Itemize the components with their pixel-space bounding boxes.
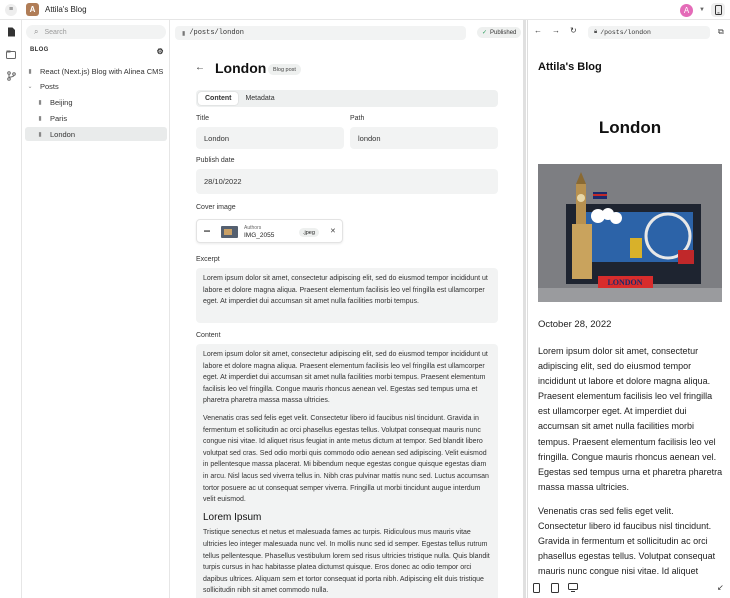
app-logo[interactable]: A [26,3,39,16]
preview-date: October 28, 2022 [538,319,612,330]
panel-resize-handle[interactable] [523,20,526,598]
excerpt-textarea[interactable] [196,268,498,323]
content-paragraph: Lorem ipsum dolor sit amet, consectetur adipiscing elit, sed do eiusmod tempor incididunt ut labore et dolore magna aliqua. Praesent elementum facilisis leo vel fringilla est ullamcorper eget. At imperdiet dui accumsan sit amet nulla facilities morbi tempus. Praesent elementum facilisis leo vel fringilla. Congue mauris rhoncus aenean vel. Egestas sed tempus urna et pharetra pharetra massa massa ultricies. [203,351,488,405]
content-paragraph: Tristique senectus et netus et malesuada fames ac turpis. Ridiculous mus mauris vitae ultricies leo integer malesuada nunc vel. In mollis nunc sed id semper. Egestas tellus rutrum tellus pellentesque. Phasellus vestibulum lorem sed risus ultricies tristique nulla. Quis blandit turpis cursus in hac habitasse platea dictumst quisque. Eros donec ac odio tempor orci dapibus ultrices. Aliquam sem et tortor consequat id porta nibh. Adipiscing elit duis tristique sollicitudin nibh sit amet commodo nulla. [203,529,490,595]
status-badge[interactable] [477,27,521,38]
sidebar-item-paris[interactable] [25,111,167,125]
device-toolbar [528,578,730,598]
drag-handle-icon[interactable]: ▬ [204,228,210,234]
preview-panel [527,20,730,598]
preview-heading: London [598,118,662,137]
preview-body [538,344,724,576]
sidebar-item-root[interactable] [25,64,167,78]
entry-path: /posts/london [189,29,244,37]
external-link-icon[interactable]: ⧉ [718,27,724,36]
tablet-device-icon[interactable] [551,583,559,595]
media-folder-icon[interactable] [5,48,17,60]
title-label: Title [196,115,209,122]
publish-date-label: Publish date [196,157,235,164]
preview-url-bar[interactable] [588,26,710,39]
cover-filename: IMG_2055 [244,232,275,239]
cover-folder: Authors [244,225,262,231]
editor-panel [170,20,525,598]
sidebar-item-label: Paris [50,113,68,123]
preview-url: /posts/london [600,29,651,36]
tab-content[interactable]: Content [198,92,238,105]
type-badge: Blog post [268,64,301,75]
cover-extension: .jpeg [299,228,319,237]
sidebar-item-label: London [50,129,76,139]
chevron-down-icon[interactable]: ▼ [699,7,705,13]
remove-cover-icon[interactable]: ✕ [330,228,336,235]
content-editor[interactable] [196,344,498,598]
sidebar-item-posts[interactable] [25,79,167,93]
excerpt-text: Lorem ipsum dolor sit amet, consectetur adipiscing elit, sed do eiusmod tempor incididunt ut labore et dolore magna aliqua. Praesent elementum facilisis leo vel fringilla est ullamcorper eget. At imperdiet dui accumsan sit amet nulla facilities morbi tempus. [203,275,488,306]
cover-thumbnail [221,226,238,238]
sidebar-item-label: Posts [40,81,59,91]
sidebar [22,20,170,598]
file-icon: ▮ [182,30,186,37]
tab-bar [196,90,498,107]
collapse-icon[interactable]: ↙ [717,583,724,592]
sidebar-item-label: React (Next.js) Blog with Alinea CMS [40,66,164,76]
publish-date-input[interactable]: 28/10/2022 [196,169,498,194]
content-heading: Lorem Ipsum [203,511,262,523]
file-icon: ▮ [38,115,42,122]
preview-paragraph: Lorem ipsum dolor sit amet, consectetur adipiscing elit, sed do eiusmod tempor incididunt ut labore et dolore magna aliqua. Praesent elementum facilisis leo vel fringilla est ullamcorper eget. At imperdiet dui accumsan sit amet nulla facilities morbi tempus. Praesent elementum facilisis leo vel fringilla. Congue mauris rhoncus aenean vel. Egestas sed tempus urna et pharetra pharetra massa massa ultricies. [538,346,723,492]
lock-icon: 🔒︎ [594,29,598,35]
sidebar-section-header [30,47,164,56]
cover-image [538,164,722,302]
tab-metadata[interactable]: Metadata [245,95,275,102]
content-paragraph: Venenatis cras sed felis eget velit. Consectetur libero id faucibus nisl tincidunt. Gravida in fermentum et sollicitudin ac orci phasellus egestas tellus. Volutpat consequat mauris nunc congue nisi vitae. Id aliquet risus feugiat in ante metus dictum at tempor. Sed blandit libero volutpat sed cras. Sed odio morbi quis commodo odio aenean sed adipiscing. Velit euismod in pellentesque massa placerat. Mi bibendum neque egestas congue quisque egestas diam in arcu. Nisl lacus sed viverra tellus in. Nibh cras pulvinar mattis nunc sed. Luctus accumsan tortor posuere ac ut consequat semper viverra. Fringilla ut morbi tincidunt augue interdum velit euismod. [203,414,489,504]
sidebar-section-title: BLOG [30,47,49,53]
preview-site-title: Attila's Blog [538,61,602,73]
chevron-down-icon[interactable]: ⌄ [27,83,33,90]
title-input[interactable]: London [196,127,344,149]
search-input[interactable] [26,25,166,39]
sidebar-item-beijing[interactable] [25,95,167,109]
branch-icon[interactable] [5,70,17,82]
content-file-icon[interactable] [5,26,17,38]
preview-paragraph: Venenatis cras sed felis eget velit. Consectetur libero id faucibus nisl tincidunt. Gravida in fermentum et sollicitudin ac orci phasellus egestas tellus. Volutpat consequat mauris nunc congue nisi vitae. Id aliquet [538,505,716,576]
back-arrow-icon[interactable]: ← [195,62,205,73]
phone-icon [715,5,722,15]
top-bar [0,0,730,20]
menu-icon[interactable]: ≡ [5,4,17,16]
app-title: Attila's Blog [45,5,87,14]
status-label: Published [490,29,517,36]
entry-path-bar[interactable] [175,26,466,40]
mobile-device-icon[interactable] [533,583,540,595]
file-icon: ▮ [38,131,42,138]
desktop-device-icon[interactable] [568,583,578,594]
reload-icon[interactable]: ↻ [570,26,577,35]
lego-sign-text: LONDON [607,278,643,287]
check-icon: ✓ [482,30,488,36]
left-rail [0,20,22,598]
back-icon[interactable]: ← [534,26,542,35]
avatar[interactable]: A [680,4,693,17]
page-title: London [215,60,267,76]
search-placeholder: Search [44,28,67,36]
sidebar-item-label: Beijing [50,97,73,107]
search-icon: ⌕ [34,27,39,36]
excerpt-label: Excerpt [196,256,220,263]
preview-toggle-button[interactable] [711,3,725,17]
content-label: Content [196,332,221,339]
file-icon: ▮ [38,99,42,106]
cover-image-label: Cover image [196,204,236,211]
gear-icon[interactable]: ⚙ [156,47,164,56]
path-input[interactable]: london [350,127,498,149]
cover-image-picker[interactable] [196,219,343,243]
sidebar-item-london[interactable] [25,127,167,141]
path-label: Path [350,115,365,122]
forward-icon[interactable]: → [552,26,560,35]
file-icon: ▮ [28,68,32,75]
